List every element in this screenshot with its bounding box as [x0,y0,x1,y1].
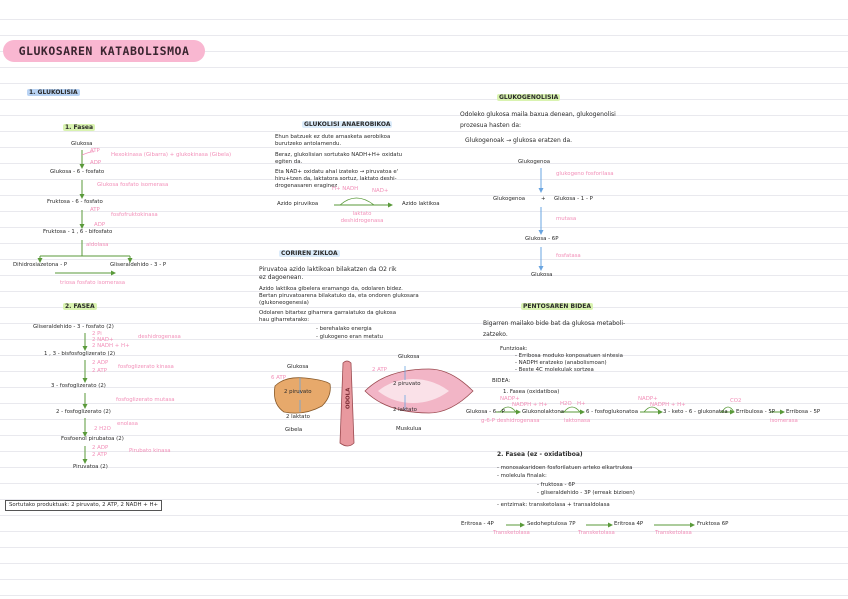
bpg-label: 1 , 3 - bisfosfoglizerato (2) [44,351,116,357]
pentosa-6pg: 6 - fosfoglukonatoa [586,409,639,415]
pg3-label: 3 - fosfoglizerato (2) [51,383,106,389]
enzyme-pk: Pirubato kinasa [129,448,171,454]
cori-p1-b: ez dagoenean. [259,274,304,281]
page-title: GLUKOSAREN KATABOLISMOA [3,40,205,62]
tk-label-3: Transketolasa [655,530,692,536]
glukogenolisia-p1-a: Odoleko glukosa maila baxua denean, glukogenolisi [460,111,616,118]
blood-label: ODOLA [345,387,352,409]
adp4-label: 2 ADP [92,445,109,451]
glukosa-label: Glukosa [71,141,93,147]
pentosa-fase2-label: 2. Fasea (ez - oxidatiboa) [497,451,583,458]
f6p-label: Fruktosa - 6 - fosfato [47,199,103,205]
f16bp-label: Fruktosa - 1 , 6 - bifosfato [43,229,113,235]
anaerobic-p2-a: Beraz, glukolisian sortutako NADH+H+ oxidatu [275,152,403,158]
anaerobic-nadh: H+ NADH [332,186,359,192]
anaerobic-p1-a: Ehun batzuek ez dute arnasketa aerobikoa [275,134,391,140]
glukolisia-heading: 1. GLUKOLISIA [29,89,78,96]
enzyme-fosforilasa: glukogeno fosforilasa [556,171,614,177]
muscle-glukosa: Glukosa [398,354,420,360]
anaerobic-nad: NAD+ [372,188,389,194]
glukogenolisia-p1-b: prozesua hasten da: [460,122,522,129]
muscle-pyruvate: 2 piruvato [393,381,421,387]
funtzioa-2: - NADPH eratzeko (anabolismoan) [515,360,607,366]
nad-label: 2 NAD+ [92,337,114,343]
enzyme-enolasa: enolasa [117,421,138,427]
cori-bullet-1: - berehalako energia [316,326,372,332]
tk-f6p: Fruktosa 6P [697,521,729,527]
fase2-p1: - monosakaridoen fosforilatuen arteko elkartrukea [497,465,633,471]
glukogenoa-top: Glukogenoa [518,159,551,165]
fase2-enzymes: - entzimak: transketolasa + transaldolasa [497,502,610,508]
pyruvate-label: Piruvatoa (2) [73,464,108,470]
pentosa-nadp1: NADP+ [500,396,520,402]
bidea-label: BIDEA: [492,378,511,384]
g1p-label: Glukosa - 1 - P [554,196,593,202]
funtzioa-1: - Erribosa moduko konposatuen sintesia [515,353,623,359]
anaerobic-p3-c: drogenasaren eraginez [275,183,338,189]
anaerobic-p3-a: Eta NAD+ oxidatu ahal izateko → piruvatoa e' [275,169,399,175]
pentosa-h2o: H2O [560,401,572,407]
nadh-label: 2 NADH + H+ [92,343,130,349]
anaerobic-lactate: Azido laktikoa [402,201,440,207]
atp-label: ATP [90,148,100,154]
enzyme-mutasa: mutasa [556,216,577,222]
enzyme-isomerasa: Glukosa fosfato isomerasa [97,182,169,188]
muscle-lactate: 2 laktato [393,407,417,413]
enzyme-pgm: fosfoglizerato mutasa [116,397,175,403]
pg2-label: 2 - fosfoglizerato (2) [56,409,111,415]
anaerobic-pyruvate: Azido piruvikoa [277,201,319,207]
glycolysis-summary: Sortutako produktuak: 2 piruvato, 2 ATP, 2 NADH + H+ [5,500,162,511]
glukogenolisia-heading: GLUKOGENOLISIA [499,94,559,101]
atp3-label: 2 ATP [92,368,107,374]
funtzioa-3: - Beste 4C molekulak sortzea [515,367,594,373]
adp3-label: 2 ADP [92,360,109,366]
glukogenoa-bottom: Glukogenoa [493,196,526,202]
enzyme-pgk: fosfoglizerato kinasa [118,364,174,370]
pentosa-p1-b: zatzeko. [483,331,508,338]
cori-bullet-2: - glukogeno eran metatu [316,334,383,340]
enzyme-tpi: triosa fosfato isomerasa [60,280,126,286]
anaerobic-p3-b: hiru+tzen da, laktatora sortuz, laktato deshi- [275,176,397,182]
anaerobic-heading: GLUKOLISI ANAEROBIKOA [304,121,391,128]
pentosa-lactone: Glukonolaktona [522,409,565,415]
pentosa-nadp2: NADP+ [638,396,658,402]
pentosa-enzyme1: g-6-P deshidrogenasa [481,418,540,424]
cori-p2-c: (glukoneogenesia) [259,300,309,306]
adp-label: ADP [90,160,102,166]
liver-label: Gibela [285,427,303,433]
cori-p3-b: hau giharretarako: [259,317,310,323]
dhap-label: Dihidroxiazetona - P [13,262,68,268]
fase1-label: 1. Fasea [65,124,94,131]
pentosa-nadph2: NADPH + H+ [650,402,686,408]
enzyme-fosfatasa: fosfatasa [556,253,581,259]
pentosa-h: H+ [577,401,586,407]
fase2-item-2: - gliseraldehido - 3P (erreak bizioen) [537,490,635,496]
tk-e4p: Eritrosa - 4P [461,521,494,527]
glukosa-final: Glukosa [531,272,553,278]
pentosa-g6p: Glukosa - 6 - P [466,409,505,415]
anaerobic-p2-b: egiten da. [275,159,303,165]
liver-pyruvate: 2 piruvato [284,389,312,395]
atp4-label: 2 ATP [92,452,107,458]
adp2-label: ADP [94,222,106,228]
muscle-atp: 2 ATP [372,367,387,373]
plus-sign: + [541,196,546,202]
liver-lactate: 2 laktato [286,414,310,420]
atp2-label: ATP [90,207,100,213]
pentosa-ribose: Erribosa - 5P [786,409,821,415]
pi-label: 2 Pi [92,331,102,337]
enzyme-hexokinasa: Hexokinasa (Gibarra) + glukokinasa (Gibela) [111,152,232,158]
enzyme-aldolasa: aldolasa [86,242,109,248]
enzyme-pfk: fosfofruktokinasa [111,212,158,218]
anaerobic-enzyme: laktato deshidrogenasa [340,211,384,224]
g6p-label: Glukosa - 6 - fosfato [50,169,105,175]
pentosa-nadph1: NADPH + H+ [512,402,548,408]
muscle-label: Muskulua [396,426,422,432]
cori-p2-b: Bertan piruvatoarena bilakatuko da, eta ondoren glukosara [259,293,419,299]
pentosa-keto: 3 - keto - 6 - glukonatoa [663,409,728,415]
pentosa-p1-a: Bigarren mailako bide bat da glukosa metaboli- [483,320,626,327]
pentosa-heading: PENTOSAREN BIDEA [523,303,592,310]
glukogenolisia-p2: Glukogenoak → glukosa eratzen da. [465,137,573,144]
cori-p2-a: Azido laktikoa gibelera eramango da, odolaren bidez. [259,286,403,292]
cori-p3-a: Odolaren bitartez giharrera garraiatuko da glukosa [259,310,396,316]
funtzioak-label: Funtzioak: [500,346,528,352]
gap2-label: Gliseraldehido - 3 - fosfato (2) [33,324,114,330]
tk-s7p: Sedoheptulosa 7P [527,521,576,527]
cori-p1-a: Piruvatoa azido laktikoan bilakatzen da O2 rik [259,266,397,273]
pentosa-lactonase: laktonasa [564,418,591,424]
gap-label: Gliseraldehido - 3 - P [110,262,167,268]
fase2-item-1: - fruktosa - 6P [537,482,575,488]
anaerobic-p1-b: burutzeko antolamendu. [275,141,342,147]
liver-glukosa: Glukosa [287,364,309,370]
fase2-label: 2. FASEA [65,303,95,310]
pentosa-ribulose: Erribulosa - 5P [736,409,776,415]
h2o-label: 2 H2O [94,426,111,432]
cori-heading: CORIREN ZIKLOA [281,250,338,257]
liver-atp: 6 ATP [271,375,286,381]
tk-label-2: Transketolasa [578,530,615,536]
fase2-p2: - molekula finalak: [497,473,547,479]
tk-e4p2: Eritrosa 4P [614,521,644,527]
tk-label-1: Transketolasa [493,530,530,536]
g6p-glukogeno: Glukosa - 6P [525,236,559,242]
enzyme-deshidrogenasa: deshidrogenasa [138,334,181,340]
pep-label: Fosfoenol pirubatoa (2) [61,436,124,442]
pentosa-isomerasa: isomerasa [770,418,798,424]
pentosa-co2: CO2 [730,398,742,404]
pentosa-fase1-label: 1. Fasea (oxidatiboa) [503,389,560,395]
